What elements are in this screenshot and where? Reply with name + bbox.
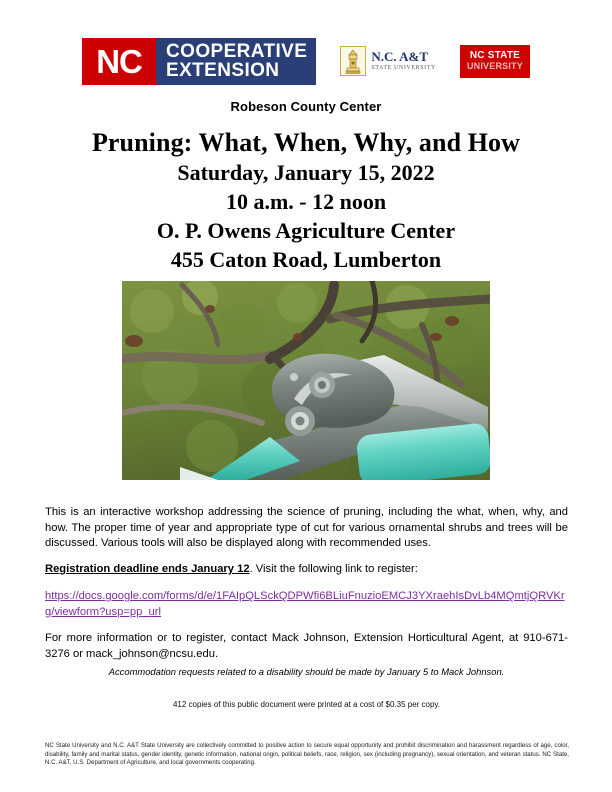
at-logo-wordmark (371, 50, 436, 72)
pruning-shears-photo (122, 281, 490, 480)
cooperative-extension-block (156, 38, 316, 85)
event-title: Pruning: What, When, Why, and How (91, 128, 521, 157)
nc-logo-text: NC (96, 42, 142, 80)
at-name: N.C. A&T (371, 49, 429, 64)
event-date: Saturday, January 15, 2022 (177, 160, 435, 185)
at-bell-tower-icon (340, 46, 366, 76)
university-label: UNIVERSITY (466, 61, 523, 71)
registration-link-paragraph (45, 589, 568, 620)
cooperative-label: COOPERATIVE (166, 41, 308, 62)
nc-logo-block (82, 38, 156, 85)
extension-label: EXTENSION (166, 60, 280, 81)
nc-cooperative-extension-logo (82, 38, 316, 85)
deadline-bold-text: Registration deadline ends January 12 (45, 563, 250, 576)
deadline-paragraph (45, 562, 568, 578)
event-venue: O. P. Owens Agriculture Center (156, 218, 456, 243)
accommodation-note: Accommodation requests related to a disability should be made by January 5 to Mack Johnson. (108, 666, 505, 677)
contact-paragraph: For more information or to register, contact Mack Johnson, Extension Horticultural Agent, at 910-671-3276 or mack_johnson@ncsu.edu. (45, 632, 568, 660)
logo-row (0, 33, 612, 89)
event-address: 455 Caton Road, Lumberton (170, 247, 442, 272)
nondiscrimination-disclaimer: NC State University and N.C. A&T State University are collectively committed to positive action to secure equal opportunity and prohibit discrimination and harassment regardless of age, color, disability, family and marital status, gender identity, genetic information, national origin, political beliefs, race, religion, sex (including pregnancy), sexual orientation, and veteran status. NC State, N.C. A&T, U.S. Department of Agriculture, and local governments cooperating. (45, 742, 569, 767)
county-center-label: Robeson County Center (230, 99, 382, 114)
at-subtitle: STATE UNIVERSITY (371, 65, 436, 71)
deadline-rest-text: . Visit the following link to register: (249, 563, 418, 576)
nc-at-state-university-logo (340, 41, 436, 81)
intro-paragraph: This is an interactive workshop addressing the science of pruning, including the what, when, why, and how. The proper time of year and appropriate type of cut for various ornamental shrubs and trees will be discussed. Various tools will also be displayed along with recommended uses. (45, 506, 568, 550)
event-time: 10 a.m. - 12 noon (225, 189, 387, 214)
nc-state-university-logo (460, 45, 530, 78)
print-copies-note: 412 copies of this public document were printed at a cost of $0.35 per copy. (172, 700, 441, 709)
event-title-block (0, 128, 612, 274)
registration-link[interactable]: https://docs.google.com/forms/d/e/1FAIpQLSckQDPWfi6BLiuFnuzioEMCJ3YXraehIsDvLb4MQmtjQRVKrg/viewform?usp=pp_url (45, 590, 565, 618)
photo-illustration (122, 281, 490, 480)
nc-state-label: NC STATE (469, 50, 521, 61)
